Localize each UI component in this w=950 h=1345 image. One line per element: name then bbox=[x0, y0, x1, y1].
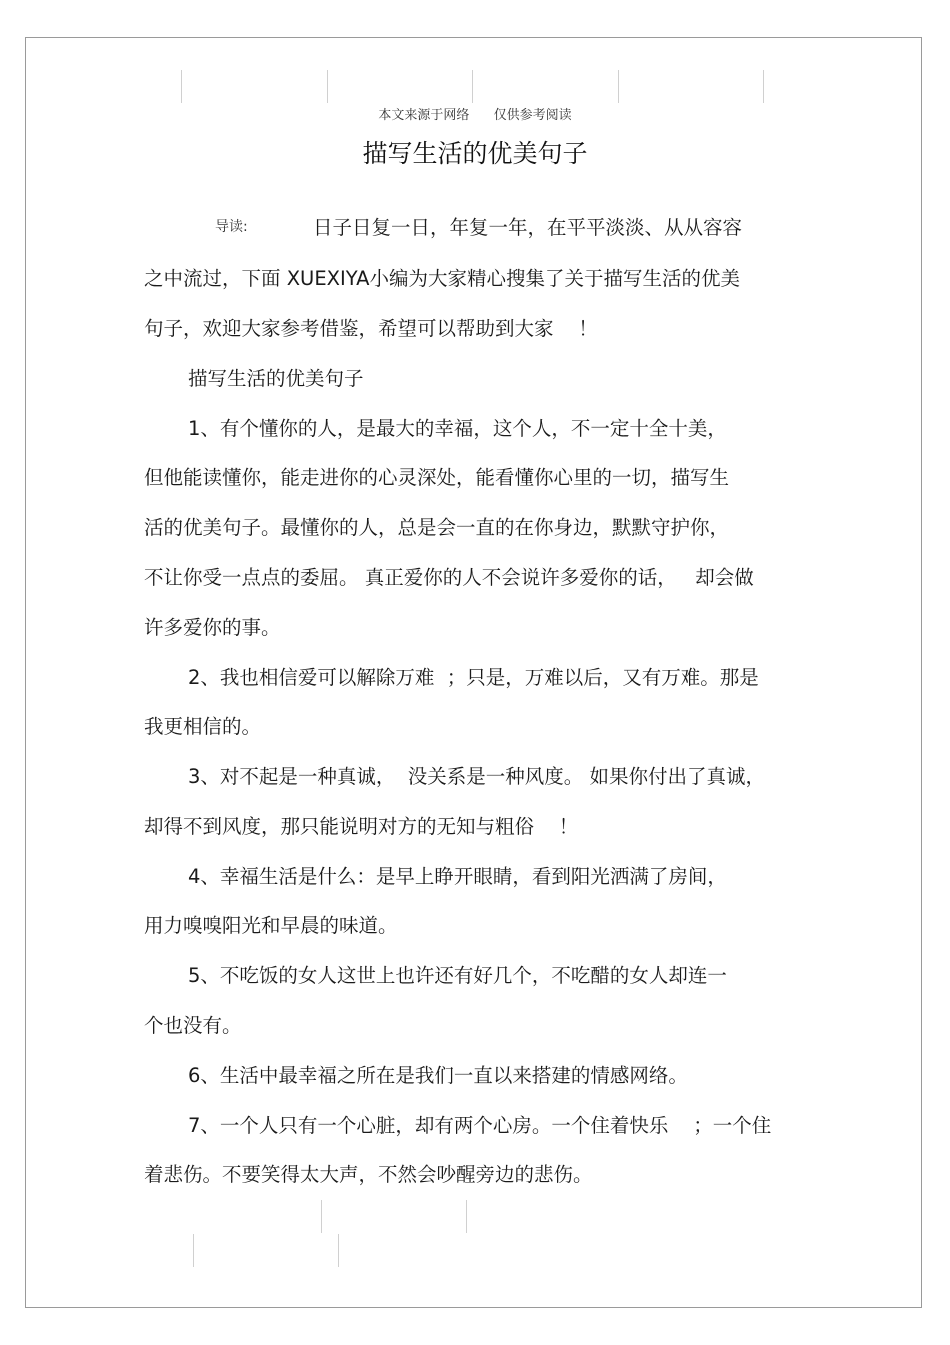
intro-line: 之中流过，下面 XUEXIYA小编为大家精心搜集了关于描写生活的优美 bbox=[144, 267, 740, 290]
guide-line bbox=[466, 1200, 467, 1233]
intro-line: 句子，欢迎大家参考借鉴，希望可以帮助到大家 ！ bbox=[144, 317, 598, 340]
item-line: 却得不到风度，那只能说明对方的无知与粗俗 ！ bbox=[144, 815, 579, 838]
item-line: 1、有个懂你的人，是最大的幸福，这个人，不一定十全十美， bbox=[188, 417, 727, 440]
item-line: 6、生活中最幸福之所在是我们一直以来搭建的情感网络。 bbox=[188, 1064, 688, 1087]
intro-label: 导读: bbox=[215, 219, 248, 235]
header-note bbox=[0, 104, 950, 123]
guide-line bbox=[472, 70, 473, 103]
reference-note: 仅供参考阅读 bbox=[493, 108, 572, 123]
document-title: 描写生活的优美句子 bbox=[362, 139, 588, 168]
item-line: 着悲伤。不要笑得太大声，不然会吵醒旁边的悲伤。 bbox=[144, 1163, 593, 1186]
item-line: 但他能读懂你，能走进你的心灵深处，能看懂你心里的一切，描写生 bbox=[144, 466, 730, 489]
guide-line bbox=[763, 70, 764, 103]
source-note: 本文来源于网络 bbox=[378, 108, 470, 123]
item-line: 许多爱你的事。 bbox=[144, 616, 281, 639]
section-subtitle: 描写生活的优美句子 bbox=[188, 367, 364, 390]
guide-line bbox=[193, 1234, 194, 1267]
item-line: 用力嗅嗅阳光和早晨的味道。 bbox=[144, 914, 398, 937]
guide-line bbox=[321, 1200, 322, 1233]
item-line: 7、一个人只有一个心脏，却有两个心房。一个住着快乐 ；一个住 bbox=[188, 1114, 772, 1137]
intro-line: 日子日复一日，年复一年，在平平淡淡、从从容容 bbox=[313, 216, 743, 239]
guide-line bbox=[181, 70, 182, 103]
guide-line bbox=[618, 70, 619, 103]
item-line: 3、对不起是一种真诚， 没关系是一种风度。 如果你付出了真诚， bbox=[188, 765, 766, 788]
item-line: 4、幸福生活是什么：是早上睁开眼睛，看到阳光洒满了房间， bbox=[188, 865, 727, 888]
item-line: 活的优美句子。最懂你的人，总是会一直的在你身边，默默守护你， bbox=[144, 516, 730, 539]
guide-line bbox=[327, 70, 328, 103]
item-line: 不让你受一点点的委屈。 真正爱你的人不会说许多爱你的话， 却会做 bbox=[144, 566, 754, 589]
item-line: 2、我也相信爱可以解除万难 ；只是，万难以后，又有万难。那是 bbox=[188, 666, 759, 689]
item-line: 个也没有。 bbox=[144, 1014, 242, 1037]
item-line: 5、不吃饭的女人这世上也许还有好几个，不吃醋的女人却连一 bbox=[188, 964, 727, 987]
item-line: 我更相信的。 bbox=[144, 715, 262, 738]
guide-line bbox=[338, 1234, 339, 1267]
